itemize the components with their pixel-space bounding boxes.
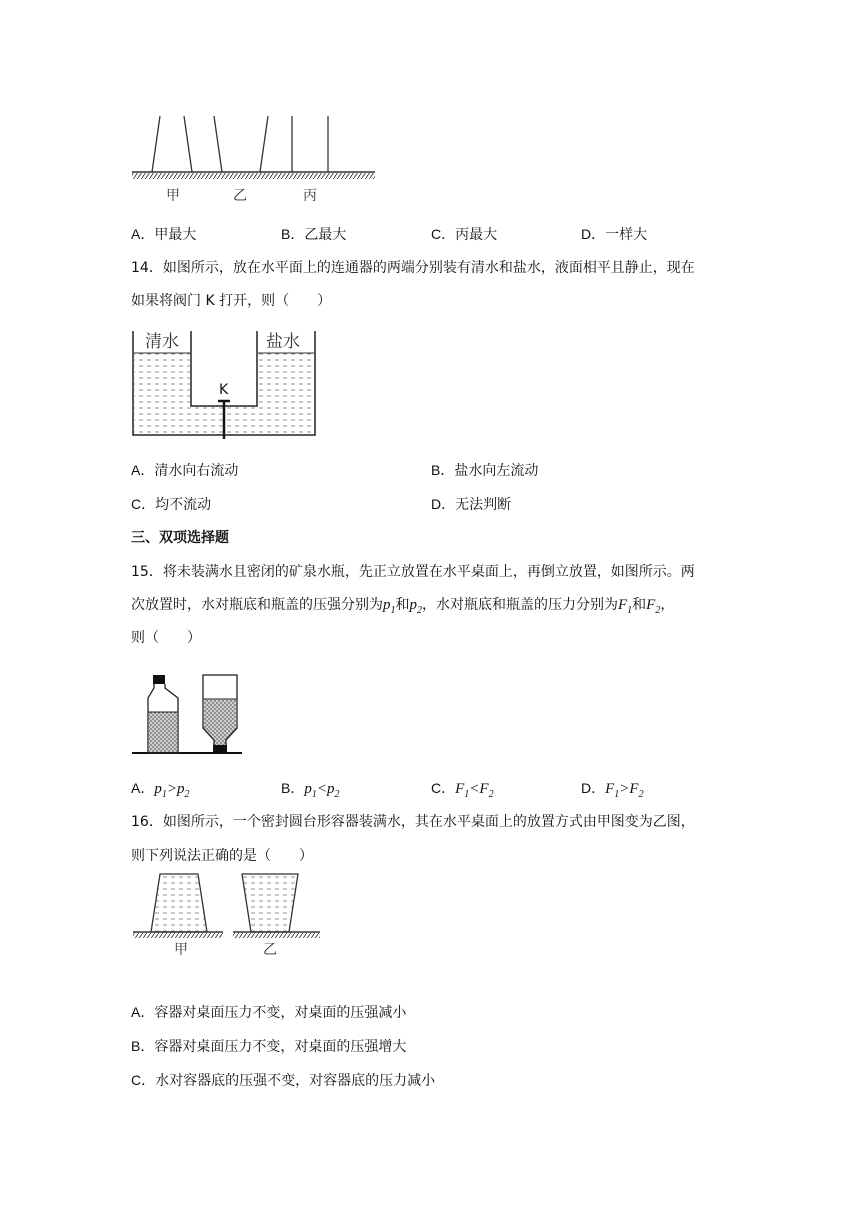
option-letter: B． <box>281 780 305 796</box>
q13-figure <box>130 112 380 212</box>
ground-hatch <box>132 173 375 179</box>
jia-container <box>151 874 207 932</box>
option-text: 容器对桌面压力不变，对桌面的压强增大 <box>154 1039 407 1055</box>
option-letter: D． <box>431 496 456 512</box>
option-formula: $p_1<p_2$ <box>304 781 340 800</box>
q14-option-d[interactable] <box>431 494 511 515</box>
q16-option-b[interactable] <box>131 1036 406 1057</box>
option-text: 均不流动 <box>155 497 212 513</box>
option-letter: A． <box>131 462 155 478</box>
q15-figure <box>130 672 250 762</box>
upright-cap <box>153 675 165 684</box>
option-text: 丙最大 <box>455 227 498 243</box>
option-letter: C． <box>431 780 456 796</box>
option-letter: B． <box>131 1038 155 1054</box>
label-fresh-water: 清水 <box>145 332 179 352</box>
q13-option-c[interactable] <box>431 224 497 245</box>
q15-option-d[interactable] <box>581 778 644 805</box>
q15-option-a[interactable] <box>131 778 189 805</box>
option-text: 一样大 <box>605 227 648 243</box>
valve-label: K <box>219 382 229 398</box>
option-text: 无法判断 <box>455 497 512 513</box>
q15-stem-line3: 则（ ） <box>131 630 201 646</box>
q13-option-d[interactable] <box>581 224 647 245</box>
inverted-water <box>204 699 236 745</box>
q15-stem-line2: 次放置时，水对瓶底和瓶盖的压强分别为$p_1$和$p_2$，水对瓶底和瓶盖的压力分别为$F_1$和$F_2$， <box>131 597 675 616</box>
option-letter: D． <box>581 226 606 242</box>
q14-option-a[interactable] <box>131 460 238 481</box>
q14-option-b[interactable] <box>431 460 538 481</box>
option-letter: A． <box>131 1004 155 1020</box>
q15-option-c[interactable] <box>431 778 494 805</box>
q16-stem-line2: 则下列说法正确的是（ ） <box>131 848 313 864</box>
section-title: 三、双项选择题 <box>131 530 229 546</box>
option-letter: D． <box>581 780 606 796</box>
option-letter: C． <box>431 226 456 242</box>
q14-stem-line2: 如果将阀门 K 打开，则（ ） <box>131 293 332 309</box>
label-salt-water: 盐水 <box>266 332 300 352</box>
q14-option-c[interactable] <box>131 494 211 515</box>
q16-option-c[interactable] <box>131 1070 435 1091</box>
q16-stem-line1: 16．如图所示，一个密封圆台形容器装满水，其在水平桌面上的放置方式由甲图变为乙图， <box>131 814 695 830</box>
option-letter: C． <box>131 1072 156 1088</box>
option-letter: B． <box>431 462 455 478</box>
q15-stem-line1: 15．将未装满水且密闭的矿泉水瓶，先正立放置在水平桌面上，再倒立放置，如图所示。两 <box>131 564 695 580</box>
upright-water <box>149 712 177 752</box>
jia-right-wall <box>184 116 192 172</box>
label-yi: 乙 <box>263 942 277 958</box>
q15-option-b[interactable] <box>281 778 339 805</box>
q16-figure <box>130 868 330 963</box>
option-text: 水对容器底的压强不变，对容器底的压力减小 <box>155 1073 436 1089</box>
option-text: 甲最大 <box>154 227 197 243</box>
connected-vessel-diagram <box>130 327 320 442</box>
yi-right-wall <box>260 116 268 172</box>
yi-container <box>242 874 298 932</box>
option-text: 清水向右流动 <box>154 463 239 479</box>
label-bing: 丙 <box>303 188 317 204</box>
option-text: 容器对桌面压力不变，对桌面的压强减小 <box>154 1005 407 1021</box>
inverted-cap <box>213 745 227 753</box>
option-letter: A． <box>131 226 155 242</box>
frustum-containers-diagram <box>130 868 330 963</box>
option-letter: B． <box>281 226 305 242</box>
option-formula: $F_1>F_2$ <box>605 781 644 800</box>
jia-left-wall <box>152 116 160 172</box>
option-letter: C． <box>131 496 156 512</box>
q13-diagram <box>130 112 380 212</box>
q16-option-a[interactable] <box>131 1002 406 1023</box>
option-letter: A． <box>131 780 155 796</box>
label-jia: 甲 <box>166 188 180 204</box>
option-text: 盐水向左流动 <box>454 463 539 479</box>
option-formula: $p_1>p_2$ <box>154 781 190 800</box>
option-text: 乙最大 <box>304 227 347 243</box>
q13-option-b[interactable] <box>281 224 346 245</box>
label-yi: 乙 <box>233 188 247 204</box>
yi-left-wall <box>214 116 222 172</box>
option-formula: $F_1<F_2$ <box>455 781 494 800</box>
q14-stem-line1: 14．如图所示，放在水平面上的连通器的两端分别装有清水和盐水，液面相平且静止，现在 <box>131 260 695 276</box>
bottles-diagram <box>130 672 250 762</box>
label-jia: 甲 <box>174 942 188 958</box>
q14-figure <box>130 327 320 442</box>
q13-option-a[interactable] <box>131 224 196 245</box>
